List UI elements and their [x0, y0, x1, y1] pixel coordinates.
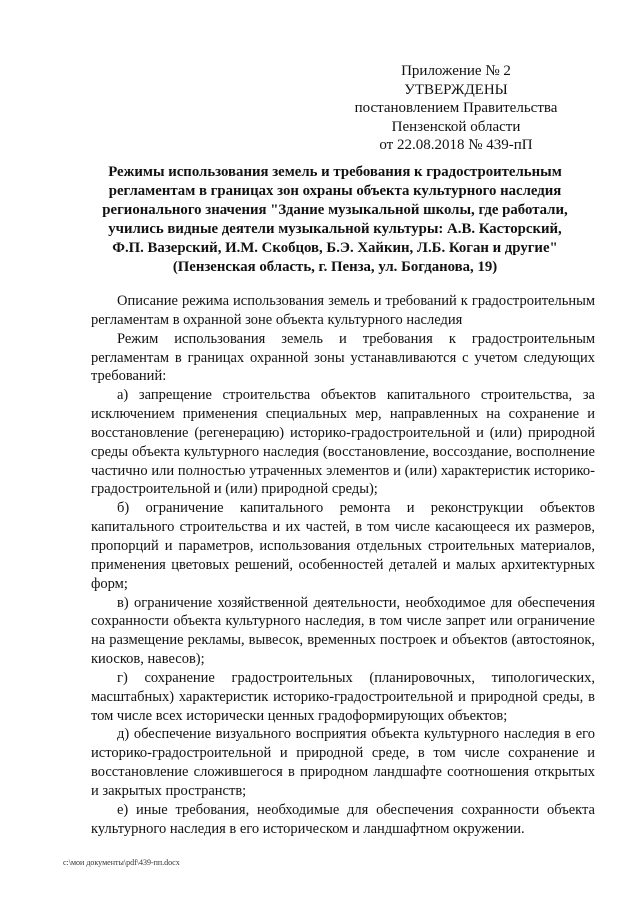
- requirement-b: б) ограничение капитального ремонта и реконструкции объектов капитального строительства и их частей, в том числе касающееся их размеров, пропорций и параметров, использования отдельных строительных материалов, применения цветовых решений, особенностей деталей и малых архитектурных форм;: [91, 500, 595, 592]
- body-paragraph: Описание режима использования земель и требований к градостроительным регламентам в охранной зоне объекта культурного наследия: [91, 293, 595, 328]
- requirement-v: в) ограничение хозяйственной деятельности, необходимое для обеспечения сохранности объекта культурного наследия, в том числе запрет или ограничение на размещение рекламы, вывесок, временных построек и объектов (автостоянок, киосков, навесов);: [91, 594, 595, 668]
- body-paragraph: Режим использования земель и требования к градостроительным регламентам в границах охранной зоны устанавливаются с учетом следующих требований:: [91, 330, 595, 385]
- resolution-line: постановлением Правительства: [354, 100, 558, 117]
- document-body: [91, 292, 595, 838]
- requirement-d: д) обеспечение визуального восприятия объекта культурного наследия в его историко-градостроительной и природной среде, в том числе сохранение и восстановление сложившегося в природном ландшафте соотношения открытых и закрытых пространств;: [91, 726, 595, 799]
- region-line: Пензенской области: [391, 118, 521, 135]
- requirement-a: а) запрещение строительства объектов капитального строительства, за исключением применения специальных мер, направленных на сохранение и восстановление (регенерацию) историко-градостроительной и (или) природной среды объекта культурного наследия (восстановление, воссоздание, восполнение частично или полностью утраченных элементов и (или) характеристик историко-градостроительной и (или) природной среды);: [91, 387, 595, 498]
- title-line: учились видные деятели музыкальной культуры: А.В. Касторский,: [108, 220, 562, 237]
- requirement-g: г) сохранение градостроительных (планировочных, типологических, масштабных) характеристик историко-градостроительной и природной среды, в том числе всех исторически ценных градоформирующих объектов;: [91, 669, 595, 724]
- file-path-footer: c:\мои документы\pdf\439-пп.docx: [63, 858, 180, 867]
- title-line: Режимы использования земель и требования к градостроительным: [108, 164, 562, 180]
- appendix-number: Приложение № 2: [401, 63, 511, 79]
- title-line: (Пензенская область, г. Пенза, ул. Богданова, 19): [172, 258, 498, 275]
- title-line: регионального значения "Здание музыкальной школы, где работали,: [102, 201, 568, 218]
- resolution-date-number: от 22.08.2018 № 439-пП: [379, 137, 533, 154]
- requirement-e: е) иные требования, необходимые для обеспечения сохранности объекта культурного наследия в его историческом и ландшафтном окружении.: [91, 801, 595, 837]
- approval-block: [340, 62, 572, 155]
- approved-label: УТВЕРЖДЕНЫ: [404, 81, 508, 98]
- title-line: Ф.П. Вазерский, И.М. Скобцов, Б.Э. Хайкин, Л.Б. Коган и другие": [112, 239, 558, 256]
- document-title: [76, 163, 594, 276]
- title-line: регламентам в границах зон охраны объекта культурного наследия: [108, 182, 562, 199]
